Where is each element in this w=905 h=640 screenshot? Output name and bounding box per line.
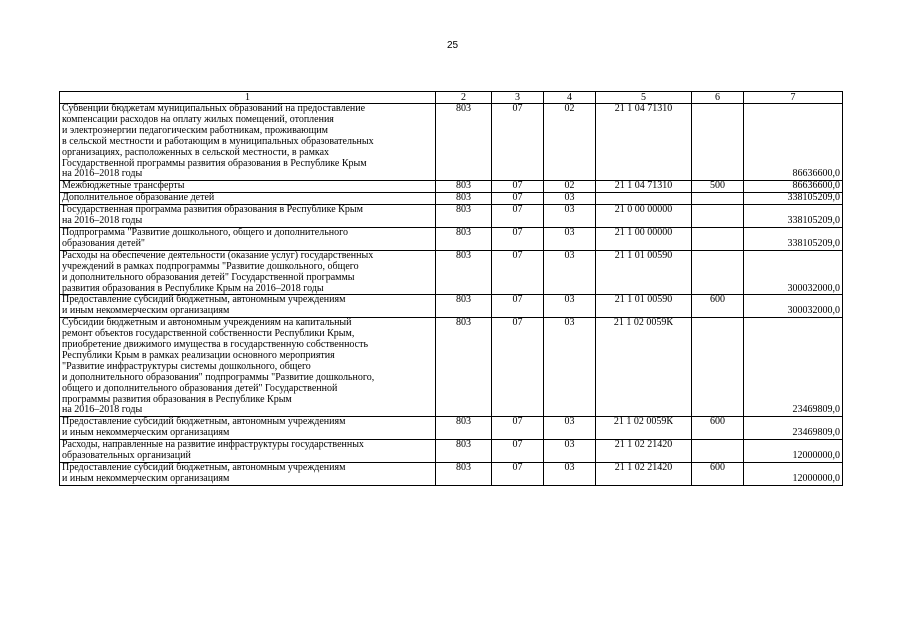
subsection-code: 03 — [544, 205, 596, 228]
item-name: Подпрограмма "Развитие дошкольного, общего и дополнительного образования детей" — [60, 227, 436, 250]
ministry-code: 803 — [436, 318, 492, 417]
amount: 338105209,0 — [744, 227, 843, 250]
item-name: Дополнительное образование детей — [60, 193, 436, 205]
section-code: 07 — [492, 250, 544, 295]
item-name: Государственная программа развития образования в Республике Крым на 2016–2018 годы — [60, 205, 436, 228]
amount: 338105209,0 — [744, 205, 843, 228]
ministry-code: 803 — [436, 250, 492, 295]
ministry-code: 803 — [436, 104, 492, 181]
table-row — [60, 250, 843, 295]
expense-type-code — [692, 205, 744, 228]
table-row — [60, 417, 843, 440]
item-name: Предоставление субсидий бюджетным, автономным учреждениям и иным некоммерческим организациям — [60, 463, 436, 486]
subsection-code: 03 — [544, 295, 596, 318]
expense-type-code — [692, 250, 744, 295]
amount: 23469809,0 — [744, 318, 843, 417]
header-cell: 2 — [436, 92, 492, 104]
target-article-code: 21 1 02 0059К — [596, 417, 692, 440]
ministry-code: 803 — [436, 295, 492, 318]
amount: 300032000,0 — [744, 295, 843, 318]
amount: 23469809,0 — [744, 417, 843, 440]
section-code: 07 — [492, 227, 544, 250]
item-name: Межбюджетные трансферты — [60, 181, 436, 193]
section-code: 07 — [492, 463, 544, 486]
amount: 338105209,0 — [744, 193, 843, 205]
budget-table — [59, 91, 843, 486]
ministry-code: 803 — [436, 193, 492, 205]
header-cell: 7 — [744, 92, 843, 104]
header-row — [60, 92, 843, 104]
section-code: 07 — [492, 205, 544, 228]
ministry-code: 803 — [436, 227, 492, 250]
item-name: Расходы, направленные на развитие инфраструктуры государственных образовательных организаций — [60, 440, 436, 463]
section-code: 07 — [492, 295, 544, 318]
expense-type-code: 600 — [692, 295, 744, 318]
header-cell: 6 — [692, 92, 744, 104]
expense-type-code — [692, 104, 744, 181]
table-row — [60, 440, 843, 463]
table-row — [60, 193, 843, 205]
expense-type-code: 600 — [692, 463, 744, 486]
ministry-code: 803 — [436, 181, 492, 193]
target-article-code — [596, 193, 692, 205]
amount: 86636600,0 — [744, 104, 843, 181]
item-name: Субвенции бюджетам муниципальных образований на предоставление компенсации расходов на оплату жилых помещений, отопления и электроэнергии педагогическим работникам, проживающим в сельской местности и работающим в муниципальных образовательных организациях, расположенных в сельской местности, в рамках Государственной программы развития образования в Республике Крым на 2016–2018 годы — [60, 104, 436, 181]
header-cell: 1 — [60, 92, 436, 104]
target-article-code: 21 1 04 71310 — [596, 181, 692, 193]
section-code: 07 — [492, 181, 544, 193]
table-row — [60, 205, 843, 228]
section-code: 07 — [492, 318, 544, 417]
subsection-code: 03 — [544, 250, 596, 295]
target-article-code: 21 1 00 00000 — [596, 227, 692, 250]
table-row — [60, 295, 843, 318]
header-cell: 4 — [544, 92, 596, 104]
section-code: 07 — [492, 193, 544, 205]
subsection-code: 03 — [544, 193, 596, 205]
amount: 12000000,0 — [744, 463, 843, 486]
subsection-code: 02 — [544, 104, 596, 181]
header-cell: 5 — [596, 92, 692, 104]
section-code: 07 — [492, 104, 544, 181]
amount: 12000000,0 — [744, 440, 843, 463]
page-number: 25 — [446, 40, 459, 51]
amount: 300032000,0 — [744, 250, 843, 295]
target-article-code: 21 1 04 71310 — [596, 104, 692, 181]
subsection-code: 02 — [544, 181, 596, 193]
subsection-code: 03 — [544, 440, 596, 463]
ministry-code: 803 — [436, 205, 492, 228]
expense-type-code: 500 — [692, 181, 744, 193]
subsection-code: 03 — [544, 227, 596, 250]
target-article-code: 21 1 02 21420 — [596, 440, 692, 463]
ministry-code: 803 — [436, 417, 492, 440]
expense-type-code — [692, 318, 744, 417]
target-article-code: 21 0 00 00000 — [596, 205, 692, 228]
item-name: Расходы на обеспечение деятельности (оказание услуг) государственных учреждений в рамках подпрограммы "Развитие дошкольного, общего и дополнительного образования детей" Государственной программы развития образования в Республике Крым на 2016–2018 годы — [60, 250, 436, 295]
table-row — [60, 104, 843, 181]
ministry-code: 803 — [436, 440, 492, 463]
table-row — [60, 227, 843, 250]
table-row — [60, 318, 843, 417]
table-row — [60, 181, 843, 193]
subsection-code: 03 — [544, 417, 596, 440]
target-article-code: 21 1 01 00590 — [596, 250, 692, 295]
item-name: Субсидии бюджетным и автономным учреждениям на капитальный ремонт объектов государственной собственности Республики Крым, приобретение движимого имущества в государственную собственность Республики Крым в рамках реализации основного мероприятия "Развитие инфраструктуры системы дошкольного, общего и дополнительного образования" подпрограммы "Развитие дошкольного, общего и дополнительного образования детей" Государственной программы развития образования в Республике Крым на 2016–2018 годы — [60, 318, 436, 417]
subsection-code: 03 — [544, 318, 596, 417]
expense-type-code: 600 — [692, 417, 744, 440]
expense-type-code — [692, 440, 744, 463]
ministry-code: 803 — [436, 463, 492, 486]
item-name: Предоставление субсидий бюджетным, автономным учреждениям и иным некоммерческим организациям — [60, 295, 436, 318]
target-article-code: 21 1 02 0059К — [596, 318, 692, 417]
expense-type-code — [692, 193, 744, 205]
section-code: 07 — [492, 417, 544, 440]
target-article-code: 21 1 02 21420 — [596, 463, 692, 486]
subsection-code: 03 — [544, 463, 596, 486]
target-article-code: 21 1 01 00590 — [596, 295, 692, 318]
section-code: 07 — [492, 440, 544, 463]
amount: 86636600,0 — [744, 181, 843, 193]
item-name: Предоставление субсидий бюджетным, автономным учреждениям и иным некоммерческим организациям — [60, 417, 436, 440]
table-row — [60, 463, 843, 486]
header-cell: 3 — [492, 92, 544, 104]
expense-type-code — [692, 227, 744, 250]
